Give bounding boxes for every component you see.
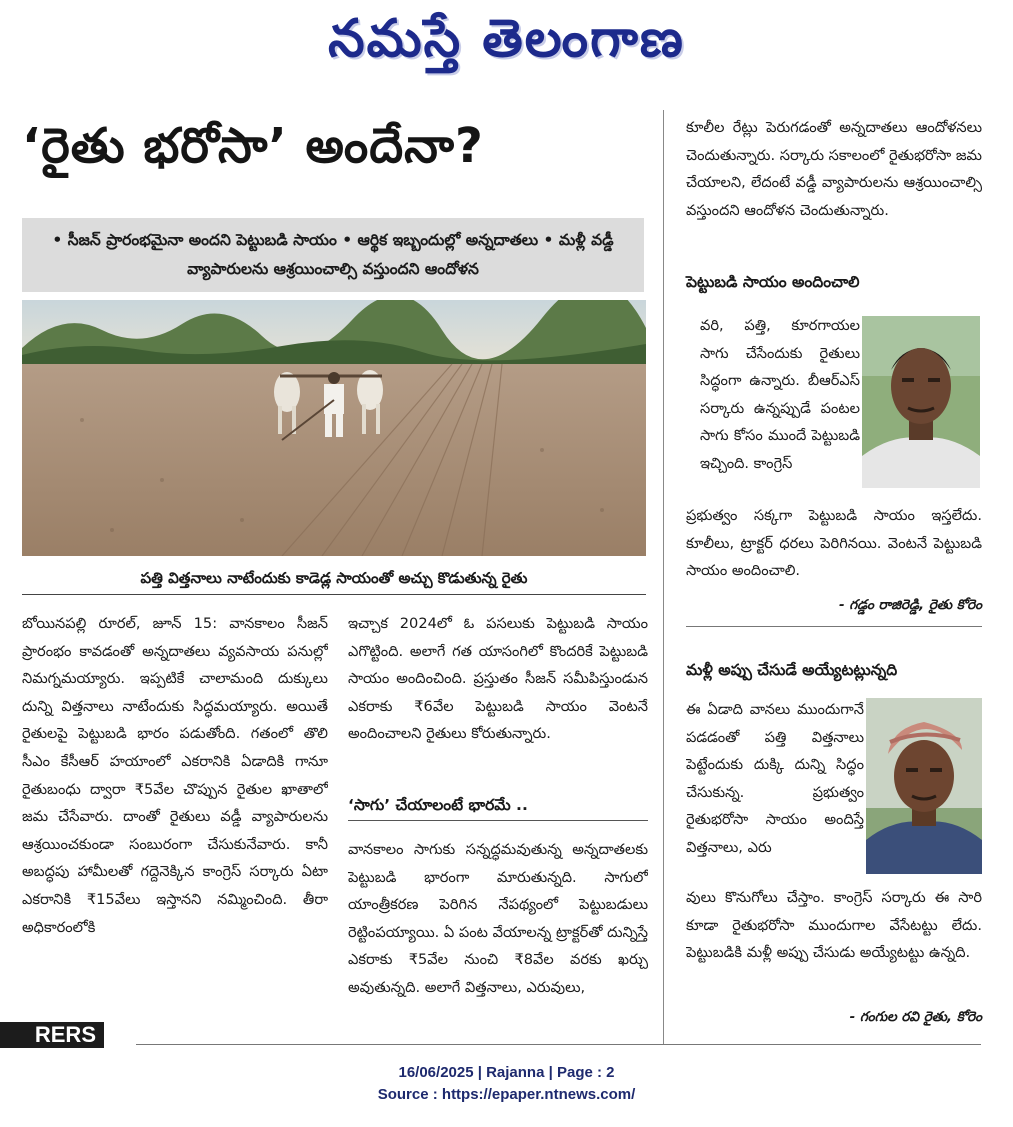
edition-info: 16/06/2025 | Rajanna | Page : 2 xyxy=(398,1064,615,1081)
article-column-2b xyxy=(348,836,648,1026)
section-brand-strip: RERS xyxy=(0,1022,104,1048)
box1-text-narrow: వరి, పత్తి, కూరగాయల సాగు చేసేందుకు రైతులు సిద్ధంగా ఉన్నారు. బీఆర్‌ఎస్ సర్కారు ఉన్నప్పుడే పంటల సాగు కోసం ముందే పెట్టుబడి ఇచ్చింది. కాంగ్రెస్ xyxy=(700,317,860,472)
article-paragraph: బోయినపల్లి రూరల్, జూన్ 15: వానకాలం సీజన్ ప్రారంభం కావడంతో అన్నదాతలు వ్యవసాయ పనుల్లో నిమగ్నమయ్యారు. ఇప్పటికే చాలామంది దుక్కులు దున్ని విత్తనాలు నాటేందుకు సిద్ధమయ్యారు. అయితే రైతులపై పెట్టుబడి భారం పడుతోంది. గతంలో తొలి సీఎం కేసీఆర్ హయాంలో ఎకరానికి ఏడాదికి గానూ రైతుబంధు ద్వారా ₹5వేల చొప్పున రైతుల ఖాతాలో జమ చేసేవారు. దాంతో రైతులు వడ్డీ వ్యాపారులను ఆశ్రయించకుండా సంబురంగా చేసుకునేవారు. కానీ అబద్ధపు హామీలతో గద్దెనెక్కిన కాంగ్రెస్ సర్కారు ఏటా ఎకరానికి ₹15వేలు ఇస్తానని నమ్మించింది. తీరా అధికారంలోకి xyxy=(22,615,328,936)
box1-title: పెట్టుబడి సాయం అందించాలి xyxy=(686,273,860,291)
article-column-2 xyxy=(348,610,648,780)
bottom-divider xyxy=(136,1044,981,1045)
page-footer xyxy=(0,1062,1013,1112)
article-headline: ‘రైతు భరోసా’ అందేనా? xyxy=(22,118,484,174)
farmer-portrait-photo xyxy=(866,698,982,874)
masthead xyxy=(0,0,1013,90)
article-column-3 xyxy=(686,114,982,254)
article-column-1 xyxy=(22,610,328,1020)
box-separator xyxy=(686,626,982,627)
box1-signature: - గడ్డం రాజిరెడ్డి, రైతు కోరెం xyxy=(839,597,982,613)
box2-text-narrow: ఈ ఏడాది వానలు ముందుగానే పడడంతో పత్తి విత్తనాలు పెట్టేందుకు దుక్కి దున్ని సిద్ధం చేసుకున్న. ప్రభుత్వం రైతుభరోసా సాయం అందిస్తే విత్తనాలు, ఎరు xyxy=(686,701,864,856)
box2-signature: - గంగుల రవి రైతు, కోరెం xyxy=(849,1009,982,1025)
column-divider xyxy=(663,110,664,1045)
farmer-portrait-photo xyxy=(862,316,980,488)
photo-caption: పత్తి విత్తనాలు నాటేందుకు కాడెడ్ల సాయంతో అచ్చు కొడుతున్న రైతు xyxy=(22,562,646,595)
source-link[interactable]: Source : https://epaper.ntnews.com/ xyxy=(377,1086,636,1103)
field-ploughing-photo xyxy=(22,300,646,556)
article-paragraph: కూలీల రేట్లు పెరుగడంతో అన్నదాతలు ఆందోళనలు చెందుతున్నారు. సర్కారు సకాలంలో రైతుభరోసా జమ చేయాలని, లేదంటే వడ్డీ వ్యాపారులను ఆశ్రయించాల్సి వస్తుందని ఆందోళన చెందుతున్నారు. xyxy=(686,119,982,219)
box2-text-full: వులు కొనుగోలు చేస్తాం. కాంగ్రెస్ సర్కారు ఈ సారి కూడా రైతుభరోసా ముందుగాల వేసేటట్టు లేదు. పెట్టుబడికి మళ్లీ అప్పు చేసుడు అయ్యేటట్టు ఉన్నది. xyxy=(686,889,982,962)
article-paragraph: ఇచ్చాక 2024లో ఓ పసలుకు పెట్టుబడి సాయం ఎగొట్టింది. అలాగే గత యాసంగిలో కొందరికే పెట్టుబడి సాయం అందించింది. ప్రస్తుతం సీజన్ సమీపిస్తుండున ఎకరాకు ₹6వేల పెట్టుబడి సాయం వెంటనే అందించాలని రైతులు కోరుతున్నారు. xyxy=(348,615,648,743)
newspaper-title: నమస్తే తెలంగాణ xyxy=(328,8,685,69)
box1-text-full: ప్రభుత్వం సక్కగా పెట్టుబడి సాయం ఇస్తలేదు. కూలీలు, ట్రాక్టర్ ధరలు పెరిగినయి. వెంటనే పెట్టుబడి సాయం అందించాలి. xyxy=(686,507,982,580)
article-subhead: • సీజన్ ప్రారంభమైనా అందని పెట్టుబడి సాయం • ఆర్థిక ఇబ్బందుల్లో అన్నదాతలు • మళ్లీ వడ్డీ వ్యాపారులను ఆశ్రయించాల్సి వస్తుందని ఆందోళన xyxy=(22,218,644,292)
article-paragraph: వానకాలం సాగుకు సన్నద్ధమవుతున్న అన్నదాతలకు పెట్టుబడి భారంగా మారుతున్నది. సాగులో యాంత్రీకరణ పెరిగిన నేపథ్యంలో పెట్టుబడులు రెట్టింపయ్యాయి. ఏ పంట వేయాలన్న ట్రాక్టర్‌తో దున్నిస్తే ఎకరాకు ₹5వేల నుంచి ₹8వేల వరకు ఖర్చు అవుతున్నది. అలాగే విత్తనాలు, ఎరువులు, xyxy=(348,841,648,996)
box2-title: మళ్లీ అప్పు చేసుడే అయ్యేటట్లున్నది xyxy=(686,661,898,679)
section-subtitle: ‘సాగు’ చేయాలంటే భారమే .. xyxy=(348,790,648,821)
